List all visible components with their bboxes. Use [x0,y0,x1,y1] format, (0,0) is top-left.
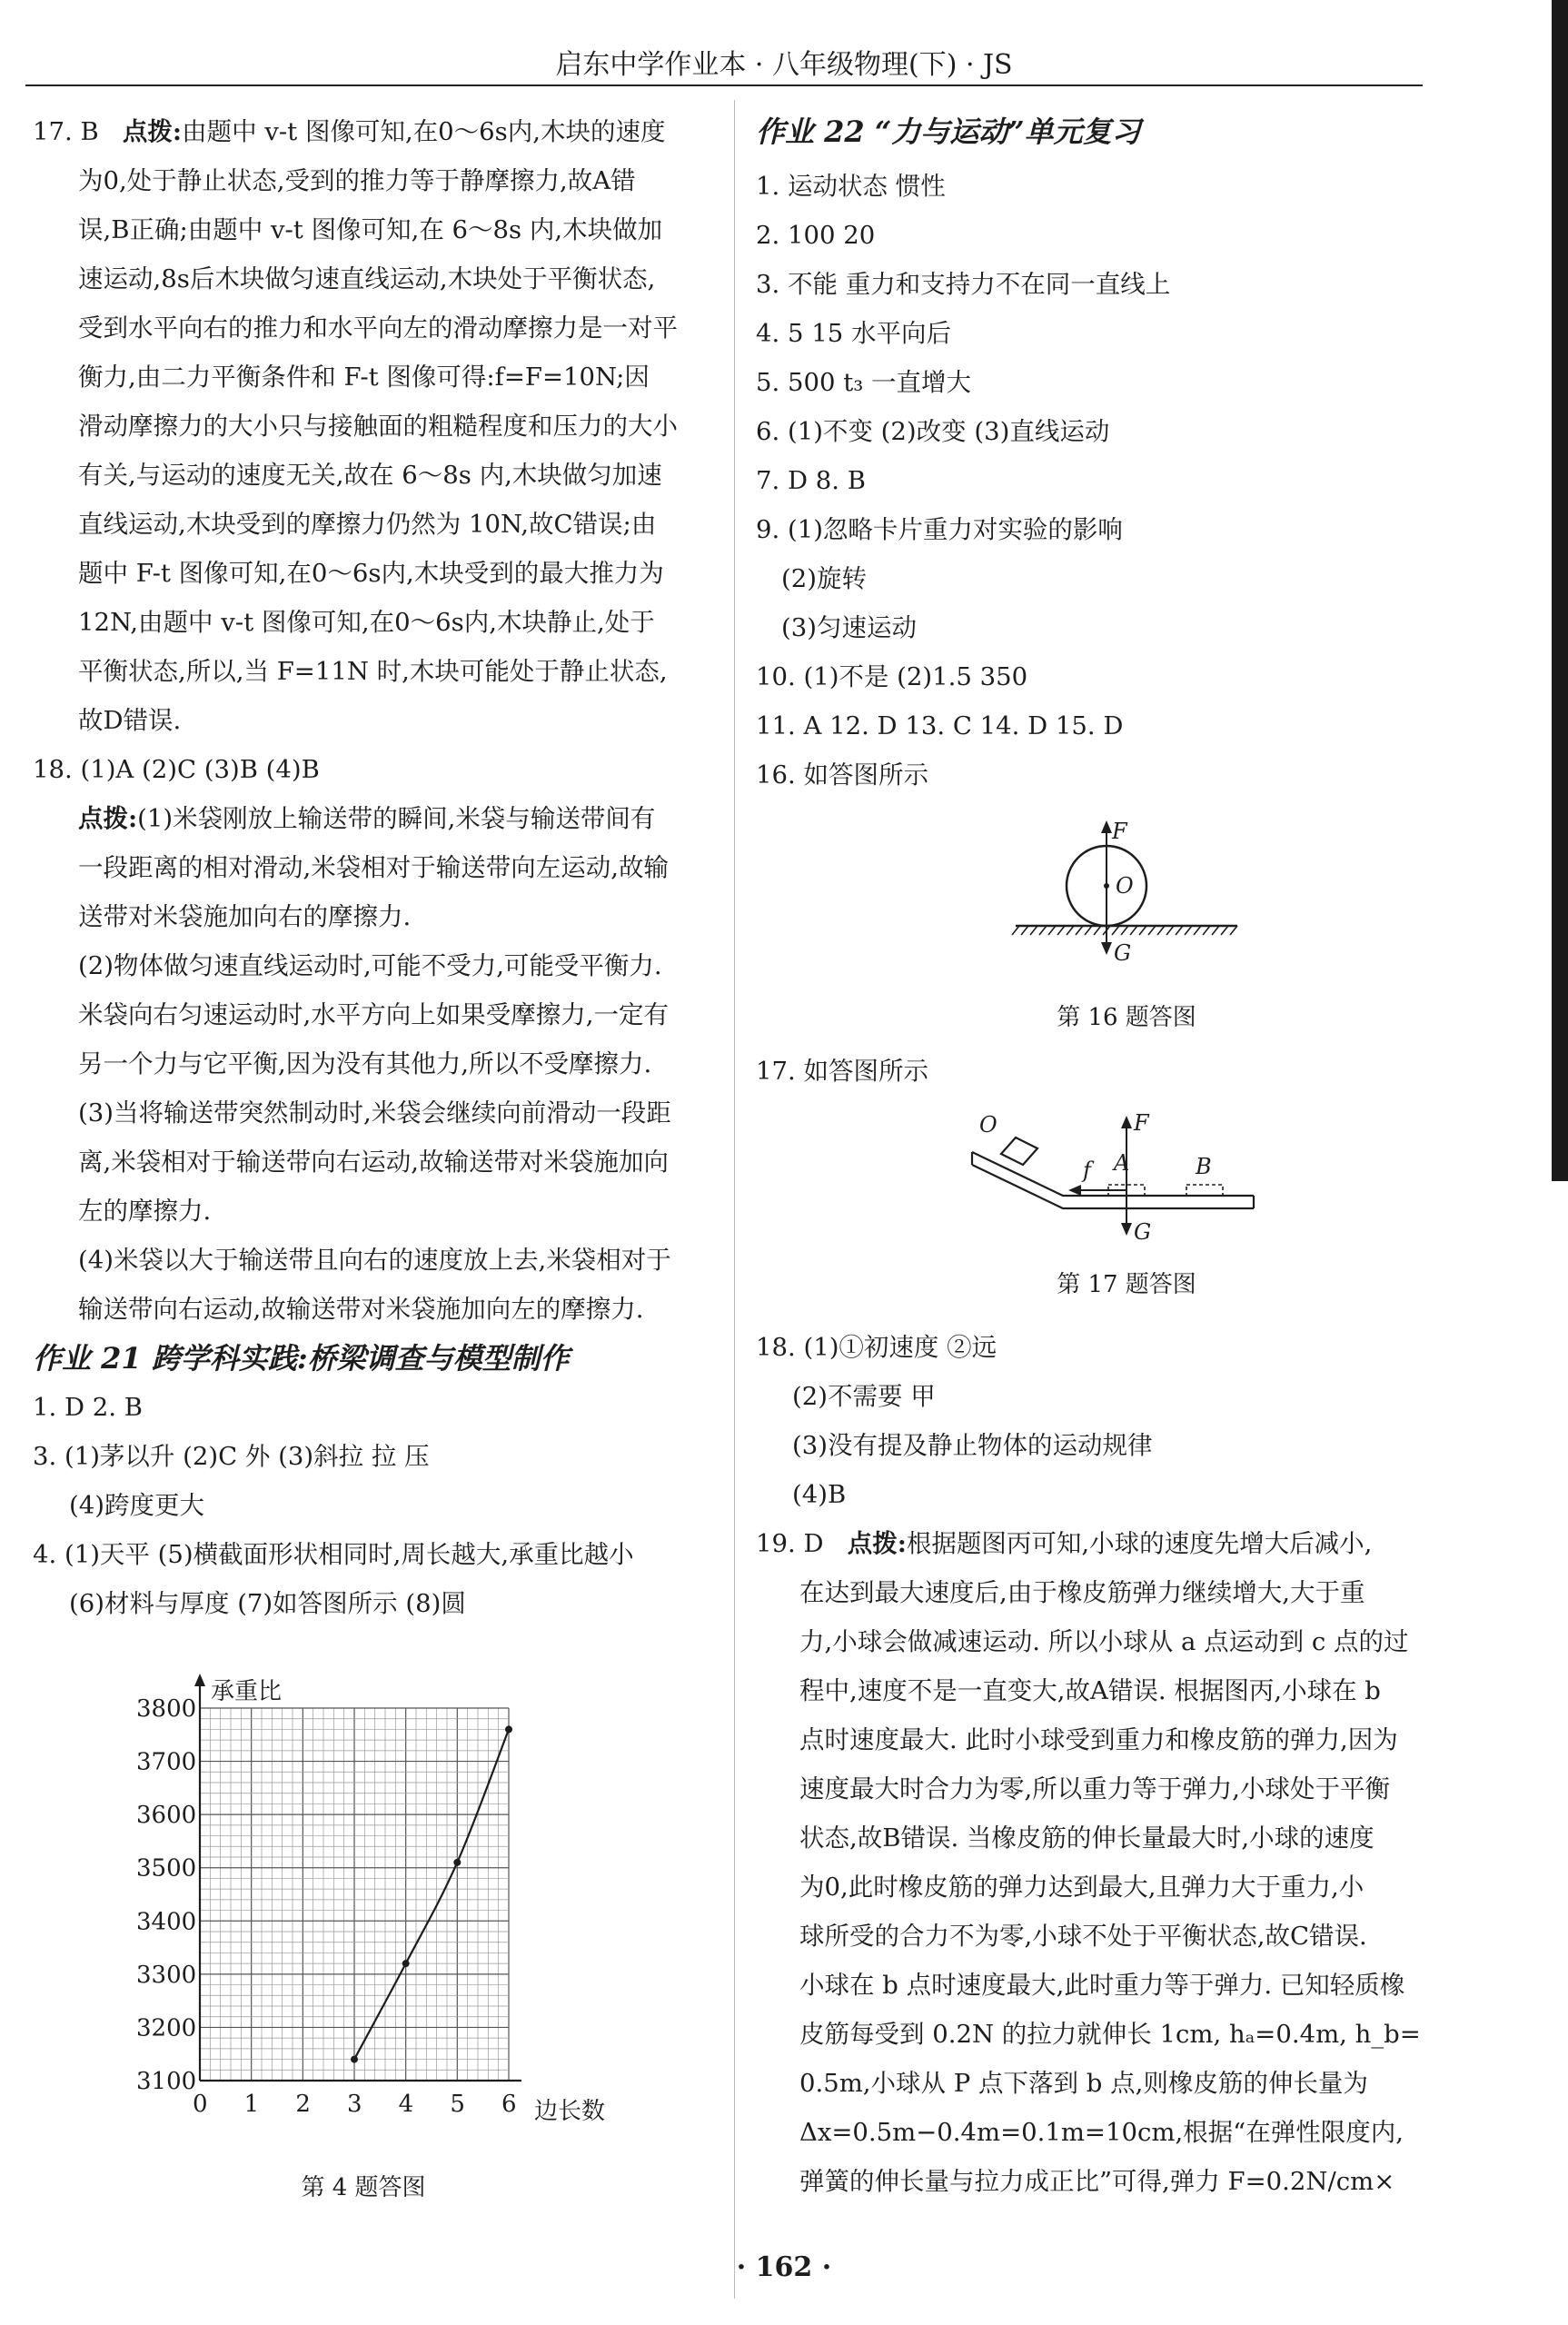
q18-line: 另一个力与它平衡,因为没有其他力,所以不受摩擦力. [78,1049,652,1078]
hw22-line: 6. (1)不变 (2)改变 (3)直线运动 [756,417,1110,446]
q18-line: (2)物体做匀速直线运动时,可能不受力,可能受平衡力. [78,951,662,980]
q17-line: 直线运动,木块受到的摩擦力仍然为 10N,故C错误;由 [78,510,657,539]
ground-hatch [1012,926,1237,935]
q19-line: 点时速度最大. 此时小球受到重力和橡皮筋的弹力,因为 [799,1725,1398,1754]
friction-arrowhead [1068,1185,1081,1196]
q18-line: (4)米袋以大于输送带且向右的速度放上去,米袋相对于 [78,1246,671,1275]
q18-hint-label: 点拨: [78,804,138,833]
q17-line: 受到水平向右的推力和水平向左的滑动摩擦力是一对平 [78,313,678,343]
q19-line: 力,小球会做减速运动. 所以小球从 a 点运动到 c 点的过 [799,1627,1409,1656]
label-A: A [1114,1150,1130,1176]
q17-answer: 17. B [33,117,99,146]
hw22-line: (3)匀速运动 [781,613,917,642]
hw22-line: 7. D 8. B [756,466,866,495]
q19-line: 状态,故B错误. 当橡皮筋的伸长量最大时,小球的速度 [799,1823,1374,1853]
q19-line: 程中,速度不是一直变大,故A错误. 根据图丙,小球在 b [799,1676,1381,1705]
label-G: G [1134,1219,1152,1243]
y-tick-label: 3200 [136,2014,197,2042]
label-F: F [1112,819,1127,844]
hw22-line: (2)旋转 [781,564,867,593]
series-line [354,1729,509,2059]
q17-line: 12N,由题中 v-t 图像可知,在0～6s内,木块静止,处于 [78,608,655,637]
header-rule [25,84,1423,86]
hw22-line: 16. 如答图所示 [756,760,928,790]
label-O: O [1116,873,1134,899]
page-number: · 162 · [736,2251,832,2283]
figure4-caption: 第 4 题答图 [301,2174,426,2201]
q17-line: 速运动,8s后木块做匀速直线运动,木块处于平衡状态, [78,264,656,293]
x-tick-label: 2 [295,2091,311,2118]
figure16-diagram [999,813,1254,977]
y-tick-label: 3500 [136,1854,197,1883]
q18-line: 米袋向右匀速运动时,水平方向上如果受摩擦力,一定有 [78,1000,669,1029]
q17-line: 滑动摩擦力的大小只与接触面的粗糙程度和压力的大小 [78,412,678,441]
q19-line: 为0,此时橡皮筋的弹力达到最大,且弹力大于重力,小 [799,1873,1365,1902]
hw22-q18-line: (3)没有提及静止物体的运动规律 [792,1431,1153,1460]
y-tick-label: 3700 [136,1748,197,1776]
q18-line: (1)米袋刚放上输送带的瞬间,米袋与输送带间有 [137,804,656,833]
hw22-line: 9. (1)忽略卡片重力对实验的影响 [756,515,1123,544]
hw22-q18-line: 18. (1)①初速度 ②远 [756,1333,997,1362]
q19-hint-label: 点拨: [847,1529,907,1558]
q19-line: 在达到最大速度后,由于橡皮筋弹力继续增大,大于重 [799,1578,1365,1607]
q19-line: 皮筋每受到 0.2N 的拉力就伸长 1cm, hₐ=0.4m, h_b= [799,2020,1421,2049]
q18-answer: 18. (1)A (2)C (3)B (4)B [33,755,320,784]
hw22-line: 10. (1)不是 (2)1.5 350 [756,662,1028,691]
x-tick-label: 4 [398,2091,414,2118]
figure4-chart [109,1672,654,2144]
q19-line: 球所受的合力不为零,小球不处于平衡状态,故C错误. [799,1922,1367,1951]
q19-line: 速度最大时合力为零,所以重力等于弹力,小球处于平衡 [799,1774,1390,1803]
x-tick-label: 5 [450,2091,465,2118]
hw22-line: 2. 100 20 [756,221,876,250]
q19-line: 根据题图丙可知,小球的速度先增大后减小, [906,1529,1373,1558]
q17-line: 误,B正确;由题中 v-t 图像可知,在 6～8s 内,木块做加 [78,215,663,244]
page-edge-bar [1552,0,1568,1181]
y-tick-label: 3600 [136,1802,197,1830]
q19-answer: 19. D [756,1529,824,1558]
column-divider [734,100,735,2299]
q18-line: 一段距离的相对滑动,米袋相对于输送带向左运动,故输 [78,853,669,882]
force-up-arrowhead [1101,820,1112,833]
chart-tick-labels [136,1695,517,2118]
data-point [505,1725,512,1733]
x-tick-label: 6 [501,2091,517,2118]
hw21-line: (6)材料与厚度 (7)如答图所示 (8)圆 [69,1589,466,1618]
q18-line: 送带对米袋施加向右的摩擦力. [78,902,412,931]
q19-line: 小球在 b 点时速度最大,此时重力等于弹力. 已知轻质橡 [799,1971,1405,2000]
hw21-line: 4. (1)天平 (5)横截面形状相同时,周长越大,承重比越小 [33,1540,634,1569]
force-down-arrowhead [1101,942,1112,955]
force-down-arrowhead [1121,1223,1132,1236]
q17-line: 为0,处于静止状态,受到的推力等于静摩擦力,故A错 [78,166,636,195]
q19-line: Δx=0.5m−0.4m=0.1m=10cm,根据“在弹性限度内, [799,2118,1404,2147]
q18-line: 左的摩擦力. [78,1197,212,1226]
force-up-arrowhead [1121,1116,1132,1128]
figure17-caption: 第 17 题答图 [1057,1271,1196,1298]
figure16-caption: 第 16 题答图 [1057,1004,1196,1031]
y-tick-label: 3300 [136,1961,197,1989]
chart-axes [194,1674,521,2081]
q19-first-line [756,1519,1372,1568]
y-tick-label: 3800 [136,1695,197,1723]
page-header-title: 启东中学作业本 · 八年级物理(下) · JS [555,49,1013,81]
hw22-q17-line: 17. 如答图所示 [756,1057,928,1086]
q17-first-line [33,107,666,156]
q18-line: 输送带向右运动,故输送带对米袋施加向左的摩擦力. [78,1295,644,1324]
q17-line: 有关,与运动的速度无关,故在 6～8s 内,木块做匀加速 [78,461,662,490]
y-tick-label: 3100 [136,2068,197,2095]
chart-grid [200,1708,509,2081]
data-point [402,1960,410,1967]
hw22-line: 4. 5 15 水平向后 [756,319,951,348]
q18-line: 离,米袋相对于输送带向右运动,故输送带对米袋施加向 [78,1148,669,1177]
q17-line: 故D错误. [78,706,182,735]
hw22-line: 1. 运动状态 惯性 [756,172,946,201]
label-G: G [1114,940,1132,966]
q19-line: 弹簧的伸长量与拉力成正比”可得,弹力 F=0.2N/cm× [799,2167,1395,2196]
chart-y-label: 承重比 [211,1678,283,1705]
label-F: F [1134,1110,1149,1136]
block-o [1001,1138,1037,1165]
q17-line: 衡力,由二力平衡条件和 F-t 图像可得:f=F=10N;因 [78,363,650,392]
hw21-line: 3. (1)茅以升 (2)C 外 (3)斜拉 拉 压 [33,1442,430,1471]
hw22-q18-line: (4)B [792,1480,847,1509]
hw22-line: 3. 不能 重力和支持力不在同一直线上 [756,270,1171,299]
hw21-line: 1. D 2. B [33,1393,143,1422]
label-f: f [1083,1158,1091,1183]
hw22-title: 作业 22 “力与运动”单元复习 [756,114,1141,149]
label-B: B [1196,1154,1212,1179]
hw22-q18-line: (2)不需要 甲 [792,1382,936,1411]
hw22-line: 11. A 12. D 13. C 14. D 15. D [756,711,1124,740]
y-tick-label: 3400 [136,1908,197,1936]
data-point [453,1859,461,1866]
label-O: O [979,1112,997,1138]
chart-x-label: 边长数 [534,2098,606,2125]
block-at-b [1186,1185,1223,1196]
hw22-line: 5. 500 t₃ 一直增大 [756,368,972,397]
q17-line: 平衡状态,所以,当 F=11N 时,木块可能处于静止状态, [78,657,668,686]
data-point [351,2056,358,2063]
x-tick-label: 1 [243,2091,260,2118]
q17-hint-label: 点拨: [122,117,183,146]
q17-line: 题中 F-t 图像可知,在0～6s内,木块受到的最大推力为 [78,559,664,588]
hw21-line: (4)跨度更大 [69,1491,204,1520]
q17-line: 由题中 v-t 图像可知,在0～6s内,木块的速度 [182,117,666,146]
q18-first-line [78,794,655,843]
q18-line: (3)当将输送带突然制动时,米袋会继续向前滑动一段距 [78,1098,671,1128]
q19-line: 0.5m,小球从 P 点下落到 b 点,则橡皮筋的伸长量为 [799,2069,1368,2098]
x-tick-label: 3 [347,2091,362,2118]
hw21-title: 作业 21 跨学科实践:桥梁调查与模型制作 [33,1341,570,1376]
y-axis-arrowhead [194,1674,205,1686]
x-tick-label: 0 [193,2091,208,2118]
figure17-diagram [963,1107,1263,1243]
